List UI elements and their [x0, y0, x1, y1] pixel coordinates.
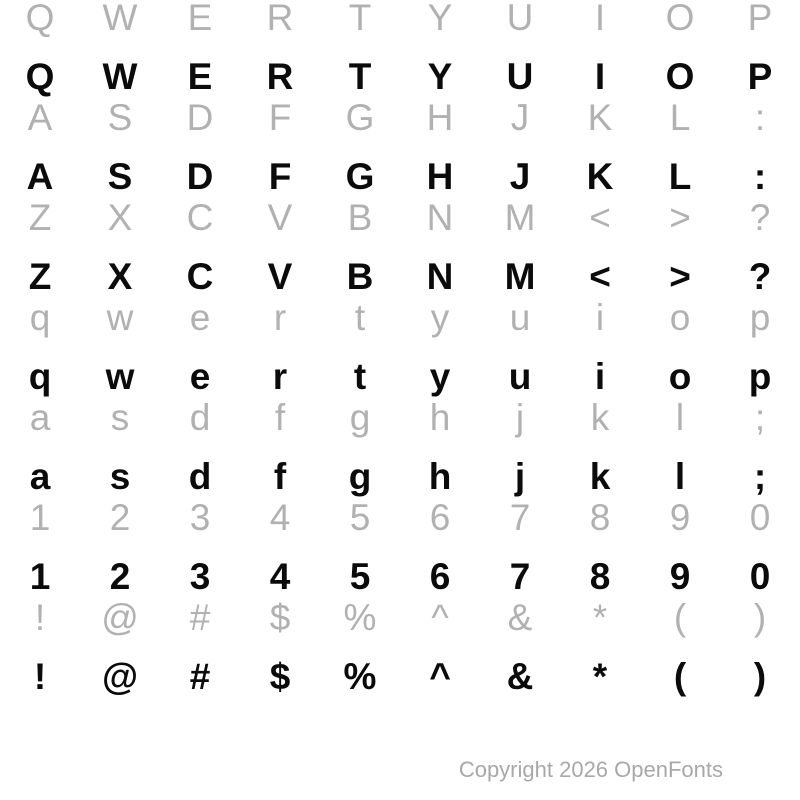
glyph-cell: 7 — [509, 497, 531, 538]
glyph-cell: 5 — [349, 556, 371, 597]
glyph-cell: s — [109, 456, 131, 497]
glyph-cell: O — [665, 0, 695, 38]
glyph-cell: y — [429, 356, 451, 397]
glyph-cell: S — [107, 156, 133, 197]
glyph-cell: J — [509, 156, 531, 197]
glyph-cell: ; — [753, 456, 767, 497]
glyph-cell: p — [748, 356, 772, 397]
glyph-cell: H — [426, 97, 454, 138]
glyph-cell: U — [506, 0, 534, 38]
glyph-cell: W — [102, 0, 138, 38]
glyph-cell: W — [102, 56, 138, 97]
glyph-cell: 2 — [109, 497, 131, 538]
glyph-cell: ? — [749, 197, 771, 238]
glyph-cell: a — [29, 397, 51, 438]
glyph-cell: A — [27, 97, 53, 138]
glyph-cell: J — [510, 97, 530, 138]
glyph-cell: P — [747, 0, 773, 38]
glyph-cell: 1 — [29, 497, 51, 538]
glyph-cell: & — [506, 656, 534, 697]
glyph-cell: d — [188, 456, 212, 497]
glyph-cell: w — [106, 297, 134, 338]
glyph-cell: r — [273, 297, 287, 338]
glyph-cell: f — [274, 397, 286, 438]
glyph-cell: < — [589, 197, 611, 238]
glyph-cell: q — [29, 297, 51, 338]
glyph-cell: F — [268, 156, 292, 197]
glyph-cell: e — [189, 356, 211, 397]
glyph-cell: k — [590, 397, 610, 438]
glyph-cell: 2 — [109, 556, 131, 597]
glyph-cell: # — [189, 597, 211, 638]
glyph-cell: O — [665, 56, 695, 97]
glyph-cell: V — [267, 256, 293, 297]
glyph-cell: 5 — [349, 497, 371, 538]
glyph-row-muted-uppercase-bottom — [0, 199, 800, 237]
glyph-cell: H — [426, 156, 454, 197]
glyph-cell: R — [266, 56, 294, 97]
glyph-cell: A — [26, 156, 54, 197]
glyph-cell: T — [348, 0, 372, 38]
glyph-row-muted-digits — [0, 499, 800, 537]
copyright-text: Copyright 2026 OpenFonts — [458, 757, 723, 782]
glyph-cell: ! — [33, 656, 47, 697]
glyph-cell: ; — [754, 397, 766, 438]
glyph-cell: 1 — [29, 556, 51, 597]
glyph-cell: K — [586, 156, 614, 197]
glyph-cell: G — [345, 156, 375, 197]
glyph-cell: ( — [673, 597, 687, 638]
glyph-cell: $ — [269, 656, 291, 697]
glyph-cell: T — [348, 56, 372, 97]
glyph-cell: u — [508, 356, 532, 397]
glyph-cell: g — [348, 456, 372, 497]
glyph-cell: 9 — [669, 556, 691, 597]
glyph-cell: Z — [28, 256, 52, 297]
glyph-cell: i — [594, 356, 606, 397]
glyph-cell: D — [186, 97, 214, 138]
glyph-cell: > — [669, 197, 691, 238]
glyph-cell: ( — [673, 656, 687, 697]
glyph-cell: C — [186, 256, 214, 297]
glyph-cell: # — [189, 656, 211, 697]
glyph-row-bold-symbols — [0, 658, 800, 696]
glyph-cell: < — [589, 256, 611, 297]
glyph-cell: X — [107, 197, 133, 238]
glyph-cell: L — [669, 97, 691, 138]
glyph-cell: D — [186, 156, 214, 197]
glyph-cell: * — [592, 656, 608, 697]
glyph-cell: > — [669, 256, 691, 297]
glyph-cell: U — [506, 56, 534, 97]
glyph-cell: R — [266, 0, 294, 38]
glyph-cell: G — [345, 97, 375, 138]
glyph-cell: S — [107, 97, 133, 138]
glyph-row-bold-uppercase-home — [0, 158, 800, 196]
glyph-row-muted-lowercase-top — [0, 299, 800, 337]
glyph-cell: Z — [28, 197, 52, 238]
glyph-cell: o — [669, 297, 691, 338]
glyph-cell: t — [353, 356, 367, 397]
glyph-cell: 4 — [269, 497, 291, 538]
glyph-cell: i — [595, 297, 605, 338]
glyph-cell: l — [674, 456, 686, 497]
glyph-cell: p — [749, 297, 771, 338]
glyph-cell: M — [504, 197, 536, 238]
glyph-cell: @ — [101, 656, 139, 697]
glyph-cell: e — [189, 297, 211, 338]
glyph-row-bold-uppercase-top — [0, 58, 800, 96]
glyph-cell: g — [349, 397, 371, 438]
glyph-cell: 0 — [749, 497, 771, 538]
glyph-cell: 9 — [669, 497, 691, 538]
glyph-cell: N — [426, 197, 454, 238]
glyph-cell: E — [187, 56, 213, 97]
glyph-row-bold-lowercase-top — [0, 358, 800, 396]
glyph-cell: : — [754, 97, 766, 138]
glyph-cell: L — [668, 156, 692, 197]
glyph-cell: 3 — [189, 497, 211, 538]
glyph-row-muted-uppercase-top — [0, 0, 800, 37]
glyph-cell: ^ — [429, 656, 451, 697]
glyph-cell: @ — [101, 597, 139, 638]
glyph-cell: 7 — [509, 556, 531, 597]
glyph-cell: ) — [753, 656, 767, 697]
glyph-row-bold-lowercase-home — [0, 458, 800, 496]
glyph-cell: Y — [427, 56, 453, 97]
glyph-cell: 6 — [429, 497, 451, 538]
glyph-row-muted-symbols — [0, 599, 800, 637]
glyph-cell: l — [675, 397, 685, 438]
glyph-cell: k — [589, 456, 611, 497]
glyph-cell: 3 — [189, 556, 211, 597]
glyph-cell: % — [343, 656, 377, 697]
glyph-cell: I — [594, 56, 606, 97]
glyph-cell: f — [273, 456, 287, 497]
glyph-cell: C — [186, 197, 214, 238]
glyph-cell: P — [747, 56, 773, 97]
glyph-cell: ? — [748, 256, 772, 297]
glyph-cell: Y — [427, 0, 453, 38]
glyph-row-bold-uppercase-bottom — [0, 258, 800, 296]
glyph-cell: I — [594, 0, 606, 38]
glyph-cell: ! — [34, 597, 46, 638]
glyph-cell: t — [354, 297, 366, 338]
glyph-cell: Q — [25, 56, 55, 97]
glyph-row-muted-uppercase-home — [0, 99, 800, 137]
glyph-cell: * — [592, 597, 608, 638]
glyph-cell: s — [110, 397, 130, 438]
glyph-cell: : — [753, 156, 767, 197]
glyph-cell: $ — [269, 597, 291, 638]
glyph-cell: B — [347, 197, 373, 238]
glyph-cell: B — [346, 256, 374, 297]
glyph-cell: ) — [753, 597, 767, 638]
glyph-cell: Q — [25, 0, 55, 38]
glyph-cell: E — [187, 0, 213, 38]
glyph-cell: 6 — [429, 556, 451, 597]
glyph-cell: 0 — [749, 556, 771, 597]
glyph-cell: & — [507, 597, 533, 638]
glyph-cell: X — [107, 256, 133, 297]
glyph-cell: q — [28, 356, 52, 397]
glyph-cell: 8 — [589, 556, 611, 597]
glyph-cell: 4 — [269, 556, 291, 597]
glyph-cell: o — [668, 356, 692, 397]
glyph-row-muted-lowercase-home — [0, 399, 800, 437]
glyph-cell: N — [426, 256, 454, 297]
glyph-cell: d — [189, 397, 211, 438]
glyph-cell: w — [105, 356, 135, 397]
glyph-cell: % — [343, 597, 377, 638]
glyph-cell: M — [504, 256, 536, 297]
glyph-cell: j — [514, 456, 526, 497]
glyph-cell: j — [515, 397, 525, 438]
glyph-cell: h — [428, 456, 452, 497]
glyph-cell: y — [430, 297, 450, 338]
glyph-cell: u — [509, 297, 531, 338]
glyph-cell: ^ — [431, 597, 449, 638]
glyph-cell: r — [272, 356, 288, 397]
glyph-cell: F — [268, 97, 292, 138]
glyph-cell: 8 — [589, 497, 611, 538]
glyph-cell: K — [587, 97, 613, 138]
glyph-cell: a — [29, 456, 51, 497]
glyph-cell: h — [429, 397, 451, 438]
glyph-row-bold-digits — [0, 558, 800, 596]
glyph-cell: V — [267, 197, 293, 238]
